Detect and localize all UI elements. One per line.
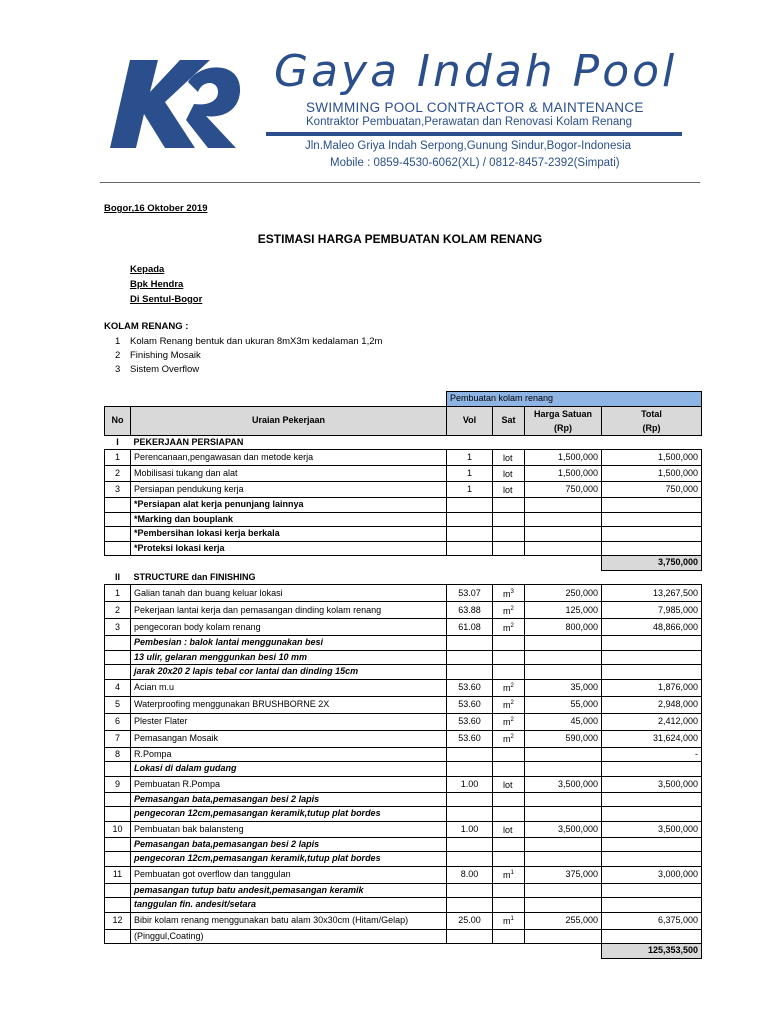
empty-cell [493, 636, 525, 651]
empty-cell [602, 807, 702, 822]
table-caption: Pembuatan kolam renang [447, 392, 702, 407]
row-unit [493, 482, 525, 498]
empty-cell [493, 792, 525, 807]
empty-cell [525, 527, 602, 542]
kolam-item-text: Finishing Mosaik [130, 350, 201, 361]
unit-text: lot [503, 824, 513, 835]
company-name: Gaya Indah Pool [274, 46, 678, 97]
row-volume: 1 [447, 482, 493, 498]
table-row [105, 466, 702, 482]
company-tagline: SWIMMING POOL CONTRACTOR & MAINTENANCE [306, 100, 644, 115]
document-date: Bogor,16 Oktober 2019 [104, 203, 208, 214]
unit-text: m [503, 622, 511, 633]
empty-cell [525, 852, 602, 867]
empty-cell [602, 541, 702, 556]
empty-cell [447, 883, 493, 898]
row-total: - [602, 747, 702, 762]
kolam-heading: KOLAM RENANG : [104, 321, 189, 332]
empty-cell [447, 512, 493, 527]
empty-cell [447, 792, 493, 807]
empty-cell [105, 556, 131, 571]
table-row [105, 585, 702, 602]
empty-cell [447, 929, 493, 944]
kolam-item-text: Sistem Overflow [130, 364, 200, 375]
col-sat-header: Sat [493, 406, 525, 435]
empty-cell [105, 837, 131, 852]
row-unit-price: 800,000 [525, 619, 602, 636]
row-total: 1,500,000 [602, 450, 702, 466]
row-description: Waterproofing menggunakan BRUSHBORNE 2X [131, 696, 447, 713]
kolam-item-no: 1 [115, 336, 121, 347]
row-unit-price: 375,000 [525, 866, 602, 883]
company-address: Jln.Maleo Griya Indah Serpong,Gunung Sindur,Bogor-Indonesia [305, 140, 632, 152]
empty-cell [447, 435, 493, 450]
row-unit [493, 679, 525, 696]
empty-cell [105, 807, 131, 822]
row-description: Pekerjaan lantai kerja dan pemasangan dinding kolam renang [131, 602, 447, 619]
section-no: I [116, 436, 119, 447]
row-no: 3 [105, 482, 131, 498]
empty-cell [493, 807, 525, 822]
empty-cell [105, 498, 131, 513]
empty-cell [105, 883, 131, 898]
row-volume: 1 [447, 450, 493, 466]
empty-cell [493, 929, 525, 944]
table-row [105, 929, 702, 944]
row-description: pengecoran body kolam renang [131, 619, 447, 636]
row-description: R.Pompa [131, 747, 447, 762]
row-volume: 53.60 [447, 713, 493, 730]
empty-cell [493, 556, 525, 571]
empty-cell [525, 498, 602, 513]
unit-text: lot [503, 453, 513, 463]
empty-cell [493, 898, 525, 913]
unit-text: m [503, 916, 511, 926]
row-volume: 63.88 [447, 602, 493, 619]
empty-cell [105, 541, 131, 556]
row-total: 31,624,000 [602, 730, 702, 747]
kolam-item-no: 3 [115, 364, 121, 375]
table-row [105, 837, 702, 852]
empty-cell [447, 944, 493, 959]
row-no: 4 [105, 679, 131, 696]
empty-cell [525, 837, 602, 852]
row-description: Persiapan pendukung kerja [131, 482, 447, 498]
empty-cell [602, 435, 702, 450]
row-volume: 53.60 [447, 696, 493, 713]
row-unit-price: 3,500,000 [525, 821, 602, 837]
estimate-table [104, 391, 702, 959]
row-unit [493, 602, 525, 619]
row-note: Pembesian : balok lantai menggunakan besi [131, 636, 447, 651]
row-no: 1 [105, 450, 131, 466]
empty-cell [493, 512, 525, 527]
table-row [105, 747, 702, 762]
row-no: 8 [105, 747, 131, 762]
empty-cell [105, 650, 131, 665]
row-volume: 25.00 [447, 912, 493, 929]
table-row [105, 450, 702, 466]
empty-cell [602, 898, 702, 913]
empty-cell [447, 837, 493, 852]
row-volume: 53.60 [447, 730, 493, 747]
table-row [105, 852, 702, 867]
row-unit-price: 3,500,000 [525, 776, 602, 792]
row-note: Lokasi di dalam gudang [131, 762, 447, 777]
empty-cell [493, 665, 525, 680]
table-row [105, 541, 702, 556]
company-logo-icon [110, 52, 242, 154]
table-row [105, 556, 702, 571]
row-volume [447, 747, 493, 762]
empty-cell [525, 556, 602, 571]
section-title: PEKERJAAN PERSIAPAN [133, 436, 244, 447]
row-volume: 53.60 [447, 679, 493, 696]
unit-exponent: 2 [510, 683, 514, 689]
table-row [105, 650, 702, 665]
unit-text: lot [503, 779, 513, 790]
row-volume: 8.00 [447, 866, 493, 883]
col-no-header: No [105, 406, 131, 435]
unit-exponent: 3 [510, 588, 514, 595]
section-title: STRUCTURE dan FINISHING [133, 571, 256, 582]
row-total: 1,500,000 [602, 466, 702, 482]
table-row [105, 730, 702, 747]
row-unit-price [525, 747, 602, 762]
row-total: 750,000 [602, 482, 702, 498]
empty-cell [602, 512, 702, 527]
recipient-line-2: Bpk Hendra [130, 279, 184, 290]
row-total: 3,000,000 [602, 866, 702, 883]
row-description: Perencanaan,pengawasan dan metode kerja [131, 450, 447, 466]
empty-cell [525, 792, 602, 807]
row-description: Pemasangan Mosaik [131, 730, 447, 747]
table-caption-row [105, 392, 702, 407]
empty-cell [105, 929, 131, 944]
empty-cell [525, 570, 602, 585]
row-no: 12 [105, 912, 131, 929]
empty-cell [493, 527, 525, 542]
empty-cell [602, 636, 702, 651]
row-unit [493, 713, 525, 730]
row-no: 7 [105, 730, 131, 747]
empty-cell [105, 512, 131, 527]
table-row [105, 792, 702, 807]
empty-cell [493, 541, 525, 556]
unit-text: m [503, 870, 511, 880]
empty-cell [525, 512, 602, 527]
empty-cell [525, 636, 602, 651]
table-row [105, 679, 702, 696]
row-unit [493, 450, 525, 466]
table-row [105, 570, 702, 585]
row-description: Pembuatan got overflow dan tanggulan [131, 866, 447, 883]
row-unit [493, 776, 525, 792]
table-row [105, 696, 702, 713]
row-total: 48,866,000 [602, 619, 702, 636]
empty-cell [447, 498, 493, 513]
row-total: 2,412,000 [602, 713, 702, 730]
row-note: (Pinggul,Coating) [131, 929, 447, 944]
empty-cell [525, 650, 602, 665]
company-subtagline: Kontraktor Pembuatan,Perawatan dan Renovasi Kolam Renang [306, 116, 633, 128]
row-no: 9 [105, 776, 131, 792]
row-unit-price: 125,000 [525, 602, 602, 619]
unit-exponent: 2 [510, 605, 514, 612]
unit-exponent: 2 [510, 734, 514, 740]
row-description: Mobilisasi tukang dan alat [131, 466, 447, 482]
row-total: 13,267,500 [602, 585, 702, 602]
kolam-item-text: Kolam Renang bentuk dan ukuran 8mX3m kedalaman 1,2m [130, 336, 383, 347]
empty-cell [447, 556, 493, 571]
subtotal-value: 125,353,500 [602, 944, 702, 959]
row-unit [493, 466, 525, 482]
empty-cell [602, 650, 702, 665]
empty-cell [447, 541, 493, 556]
empty-cell [105, 792, 131, 807]
row-unit [493, 821, 525, 837]
empty-cell [105, 944, 131, 959]
kolam-item-no: 2 [115, 350, 121, 361]
empty-cell [525, 883, 602, 898]
row-total: 6,375,000 [602, 912, 702, 929]
empty-cell [447, 665, 493, 680]
empty-cell [105, 665, 131, 680]
table-row [105, 912, 702, 929]
table-row [105, 482, 702, 498]
empty-cell [105, 762, 131, 777]
row-note: 13 ulir, gelaran menggunkan besi 10 mm [131, 650, 447, 665]
empty-cell [447, 570, 493, 585]
row-no: 10 [105, 821, 131, 837]
empty-cell [525, 807, 602, 822]
row-note: jarak 20x20 2 lapis tebal cor lantai dan dinding 15cm [131, 665, 447, 680]
unit-text: m [503, 717, 511, 727]
unit-exponent: 1 [510, 916, 514, 922]
unit-text: m [503, 700, 511, 710]
empty-cell [602, 837, 702, 852]
row-total: 1,876,000 [602, 679, 702, 696]
row-description: Pembuatan bak balansteng [131, 821, 447, 837]
row-volume: 1.00 [447, 821, 493, 837]
empty-cell [602, 498, 702, 513]
row-unit-price: 35,000 [525, 679, 602, 696]
table-body [105, 435, 702, 958]
empty-cell [493, 498, 525, 513]
table-row [105, 713, 702, 730]
table-row [105, 602, 702, 619]
row-volume: 1 [447, 466, 493, 482]
table-header-row [105, 406, 702, 435]
row-note: Pemasangan bata,pemasangan besi 2 lapis [131, 792, 447, 807]
table-row [105, 762, 702, 777]
empty-cell [525, 665, 602, 680]
document-title: ESTIMASI HARGA PEMBUATAN KOLAM RENANG [257, 232, 543, 246]
row-note: pengecoran 12cm,pemasangan keramik,tutup plat bordes [131, 852, 447, 867]
row-no: 2 [105, 602, 131, 619]
empty-cell [131, 944, 447, 959]
table-row [105, 807, 702, 822]
row-total: 3,500,000 [602, 776, 702, 792]
row-unit-price: 590,000 [525, 730, 602, 747]
unit-exponent: 2 [510, 622, 514, 629]
row-note: *Persiapan alat kerja penunjang lainnya [131, 498, 447, 513]
empty-cell [447, 807, 493, 822]
row-unit [493, 912, 525, 929]
col-harga-header: Harga Satuan (Rp) [525, 406, 602, 435]
empty-cell [602, 570, 702, 585]
unit-text: lot [503, 469, 513, 479]
empty-cell [493, 883, 525, 898]
table-row [105, 527, 702, 542]
empty-cell [105, 852, 131, 867]
row-unit-price: 1,500,000 [525, 466, 602, 482]
empty-cell [493, 837, 525, 852]
empty-cell [493, 852, 525, 867]
table-row [105, 883, 702, 898]
table-row [105, 636, 702, 651]
empty-cell [525, 898, 602, 913]
empty-cell [447, 852, 493, 867]
row-no: 3 [105, 619, 131, 636]
row-description: Acian m.u [131, 679, 447, 696]
subtotal-value: 3,750,000 [602, 556, 702, 571]
empty-cell [447, 898, 493, 913]
row-volume: 61.08 [447, 619, 493, 636]
table-row [105, 512, 702, 527]
section-no: II [114, 571, 120, 582]
table-row [105, 435, 702, 450]
empty-cell [447, 762, 493, 777]
col-total-header: Total (Rp) [602, 406, 702, 435]
unit-text: m [503, 588, 511, 599]
empty-cell [602, 665, 702, 680]
row-note: tanggulan fin. andesit/setara [131, 898, 447, 913]
row-no: 11 [105, 866, 131, 883]
col-vol-header: Vol [447, 406, 493, 435]
table-row [105, 498, 702, 513]
row-description: Bibir kolam renang menggunakan batu alam 30x30cm (Hitam/Gelap) [131, 912, 447, 929]
table-row [105, 665, 702, 680]
unit-text: m [503, 605, 511, 616]
row-note: pengecoran 12cm,pemasangan keramik,tutup plat bordes [131, 807, 447, 822]
unit-exponent: 1 [510, 870, 514, 876]
row-unit-price: 250,000 [525, 585, 602, 602]
table-row [105, 619, 702, 636]
header-divider [100, 182, 700, 183]
row-no: 1 [105, 585, 131, 602]
row-unit-price: 45,000 [525, 713, 602, 730]
row-volume: 53.07 [447, 585, 493, 602]
row-note: pemasangan tutup batu andesit,pemasangan keramik [131, 883, 447, 898]
row-unit-price: 1,500,000 [525, 450, 602, 466]
empty-cell [105, 527, 131, 542]
empty-cell [602, 852, 702, 867]
row-total: 2,948,000 [602, 696, 702, 713]
empty-cell [493, 762, 525, 777]
empty-cell [105, 898, 131, 913]
empty-cell [602, 929, 702, 944]
empty-cell [493, 944, 525, 959]
row-no: 6 [105, 713, 131, 730]
empty-cell [602, 762, 702, 777]
empty-cell [493, 435, 525, 450]
recipient-line-1: Kepada [130, 264, 165, 275]
row-description: Galian tanah dan buang keluar lokasi [131, 585, 447, 602]
row-description: Plester Flater [131, 713, 447, 730]
row-no: 5 [105, 696, 131, 713]
empty-cell [525, 435, 602, 450]
table-row [105, 776, 702, 792]
col-uraian-header: Uraian Pekerjaan [131, 406, 447, 435]
unit-text: m [503, 734, 511, 744]
empty-cell [493, 570, 525, 585]
row-note: *Proteksi lokasi kerja [131, 541, 447, 556]
company-mobile: Mobile : 0859-4530-6062(XL) / 0812-8457-2392(Simpati) [330, 157, 620, 169]
table-row [105, 898, 702, 913]
row-unit-price: 55,000 [525, 696, 602, 713]
unit-exponent: 2 [510, 700, 514, 706]
empty-cell [602, 527, 702, 542]
empty-cell [602, 883, 702, 898]
table-row [105, 944, 702, 959]
row-volume: 1.00 [447, 776, 493, 792]
empty-cell [105, 636, 131, 651]
empty-cell [525, 944, 602, 959]
row-total: 3,500,000 [602, 821, 702, 837]
row-unit [493, 619, 525, 636]
empty-cell [525, 541, 602, 556]
table-row [105, 866, 702, 883]
row-note: *Pembersihan lokasi kerja berkala [131, 527, 447, 542]
row-description: Pembuatan R.Pompa [131, 776, 447, 792]
empty-cell [447, 636, 493, 651]
unit-text: m [503, 683, 511, 693]
header-bar [266, 132, 682, 136]
row-unit-price: 255,000 [525, 912, 602, 929]
table-row [105, 821, 702, 837]
unit-exponent: 2 [510, 717, 514, 723]
row-note: Pemasangan bata,pemasangan besi 2 lapis [131, 837, 447, 852]
row-unit [493, 747, 525, 762]
row-unit [493, 585, 525, 602]
empty-cell [447, 527, 493, 542]
empty-cell [525, 929, 602, 944]
unit-text: lot [503, 485, 513, 495]
row-unit [493, 696, 525, 713]
empty-cell [131, 556, 447, 571]
recipient-line-3: Di Sentul-Bogor [130, 294, 203, 305]
row-unit [493, 866, 525, 883]
empty-cell [447, 650, 493, 665]
empty-cell [493, 650, 525, 665]
row-unit-price: 750,000 [525, 482, 602, 498]
row-unit [493, 730, 525, 747]
empty-cell [602, 792, 702, 807]
row-no: 2 [105, 466, 131, 482]
empty-cell [525, 762, 602, 777]
row-total: 7,985,000 [602, 602, 702, 619]
row-note: *Marking dan bouplank [131, 512, 447, 527]
